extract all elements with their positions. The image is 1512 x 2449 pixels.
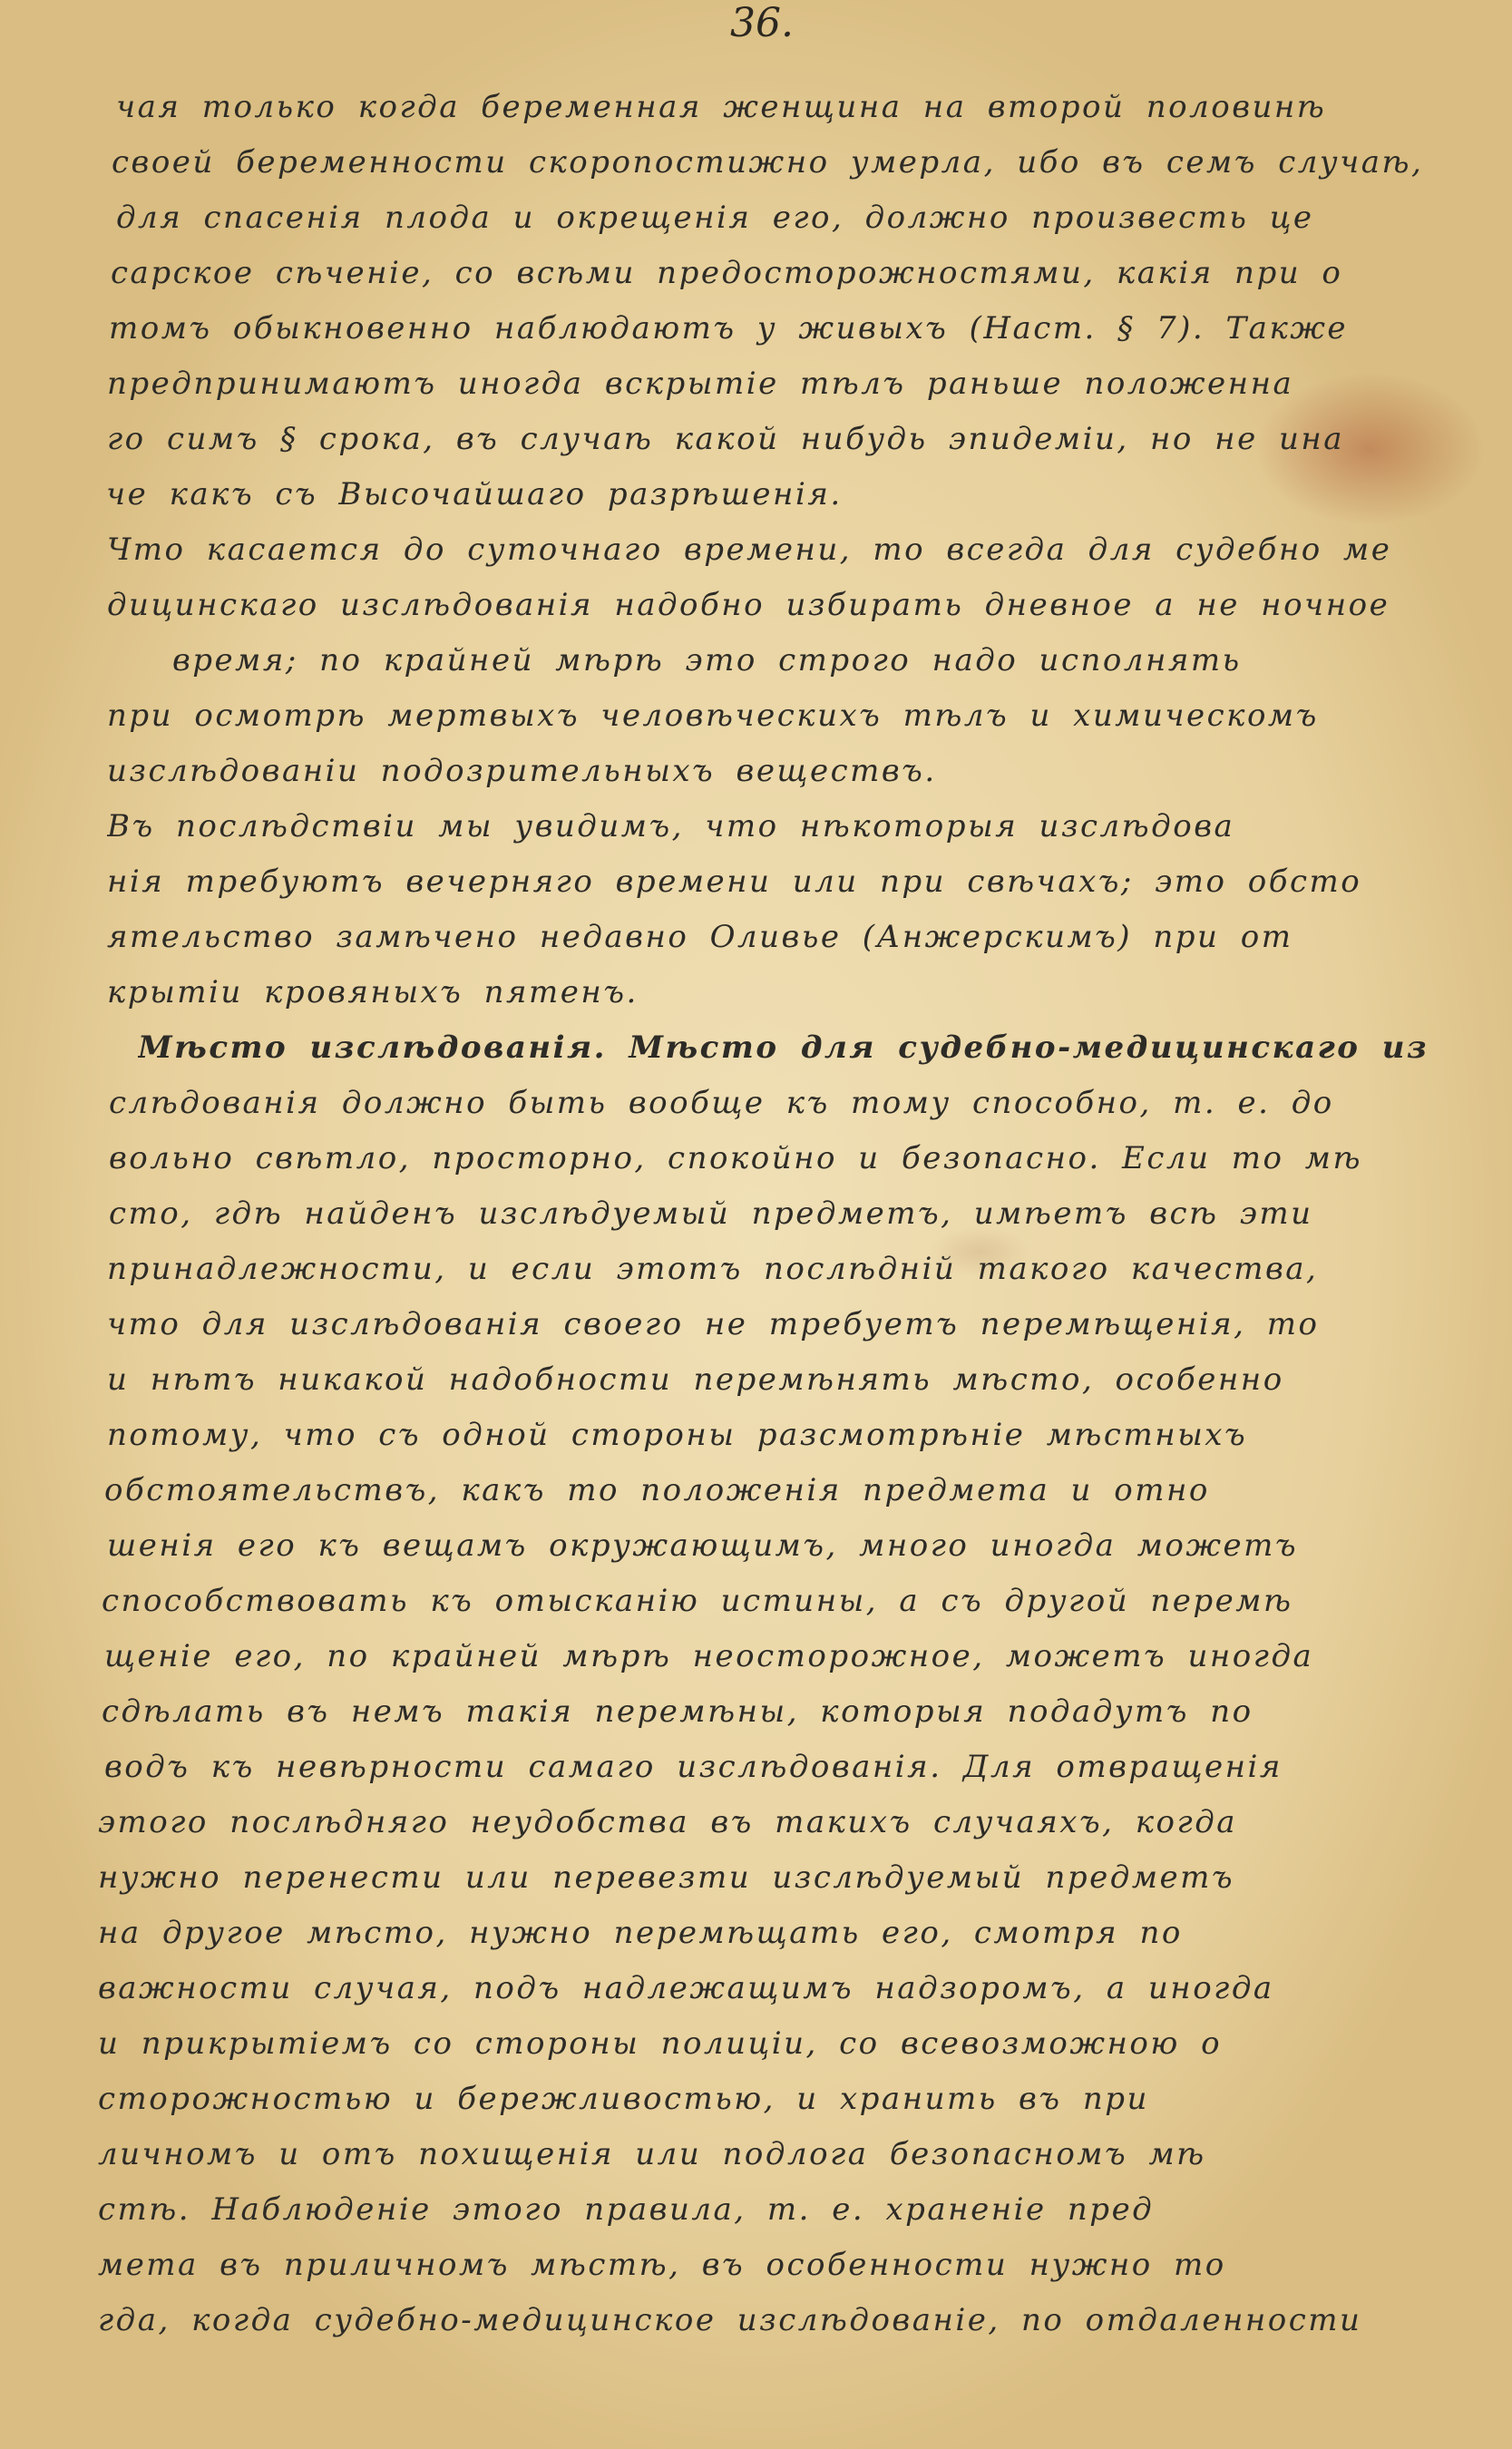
section-heading-line: Мѣсто изслѣдованія. Мѣсто для судебно-медицинскаго из	[138, 1029, 1429, 1066]
text-line: время; по крайней мѣрѣ это строго надо исполнять	[172, 642, 1242, 678]
text-line: гда, когда судебно-медицинское изслѣдованіе, по отдаленности	[98, 2302, 1362, 2338]
text-line: личномъ и отъ похищенія или подлога безопасномъ мѣ	[98, 2136, 1206, 2172]
text-line: Въ послѣдствіи мы увидимъ, что нѣкоторыя изслѣдова	[107, 808, 1235, 844]
text-line: что для изслѣдованія своего не требуетъ перемѣщенія, то	[107, 1306, 1320, 1342]
text-line: способствовать къ отысканію истины, а съ другой перемѣ	[102, 1583, 1293, 1619]
text-line: сдѣлать въ немъ такія перемѣны, которыя подадутъ по	[102, 1693, 1253, 1730]
text-line: для спасенія плода и окрещенія его, должно произвесть це	[116, 200, 1314, 236]
text-line: че какъ съ Высочайшаго разрѣшенія.	[106, 476, 843, 512]
text-line: томъ обыкновенно наблюдаютъ у живыхъ (Наст. § 7). Также	[109, 310, 1349, 346]
text-line: и прикрытіемъ со стороны полиціи, со всевозможною о	[98, 2025, 1223, 2062]
text-line: потому, что съ одной стороны разсмотрѣніе мѣстныхъ	[107, 1417, 1248, 1453]
text-line: своей беременности скоропостижно умерла, ибо въ семъ случаѣ,	[112, 144, 1424, 181]
text-line: чая только когда беременная женщина на второй половинѣ	[116, 89, 1327, 125]
text-line: предпринимаютъ иногда вскрытіе тѣлъ раньше положенна	[107, 366, 1294, 402]
text-line: сто, гдѣ найденъ изслѣдуемый предметъ, имѣетъ всѣ эти	[109, 1195, 1313, 1232]
text-line: го симъ § срока, въ случаѣ какой нибудь эпидеміи, но не ина	[107, 421, 1345, 457]
text-line: на другое мѣсто, нужно перемѣщать его, смотря по	[98, 1915, 1183, 1951]
text-line: крытіи кровяныхъ пятенъ.	[107, 974, 639, 1010]
text-line: стѣ. Наблюденіе этого правила, т. е. храненіе пред	[98, 2191, 1155, 2228]
text-line: мета въ приличномъ мѣстѣ, въ особенности нужно то	[98, 2247, 1226, 2283]
text-line: дицинскаго изслѣдованія надобно избирать дневное а не ночное	[107, 587, 1390, 623]
text-line: шенія его къ вещамъ окружающимъ, много иногда можетъ	[107, 1527, 1299, 1564]
text-line: этого послѣдняго неудобства въ такихъ случаяхъ, когда	[98, 1804, 1238, 1840]
text-line: сарское сѣченіе, со всѣми предосторожностями, какія при о	[111, 255, 1343, 291]
text-line: сторожностью и бережливостью, и хранить въ при	[98, 2081, 1149, 2117]
text-line: обстоятельствъ, какъ то положенія предмета и отно	[104, 1472, 1210, 1508]
text-line: и нѣтъ никакой надобности перемѣнять мѣсто, особенно	[107, 1361, 1284, 1398]
text-line: водъ къ невѣрности самаго изслѣдованія. Для отвращенія	[104, 1749, 1283, 1785]
text-line: при осмотрѣ мертвыхъ человѣческихъ тѣлъ и химическомъ	[107, 698, 1319, 734]
text-line: изслѣдованіи подозрительныхъ веществъ.	[107, 753, 937, 789]
text-line: Что касается до суточнаго времени, то всегда для судебно ме	[107, 532, 1392, 568]
text-line: нія требуютъ вечерняго времени или при свѣчахъ; это обсто	[107, 863, 1362, 900]
page-number: 36.	[730, 0, 794, 46]
text-line: нужно перенести или перевезти изслѣдуемый предметъ	[98, 1859, 1235, 1896]
text-line: вольно свѣтло, просторно, спокойно и безопасно. Если то мѣ	[109, 1140, 1362, 1176]
text-line: принадлежности, и если этотъ послѣдній такого качества,	[107, 1251, 1319, 1287]
text-line: щеніе его, по крайней мѣрѣ неосторожное, можетъ иногда	[104, 1638, 1314, 1674]
text-line: важности случая, подъ надлежащимъ надзоромъ, а иногда	[98, 1970, 1274, 2006]
text-line: ятельство замѣчено недавно Оливье (Анжерскимъ) при от	[107, 919, 1293, 955]
text-line: слѣдованія должно быть вообще къ тому способно, т. е. до	[109, 1085, 1334, 1121]
